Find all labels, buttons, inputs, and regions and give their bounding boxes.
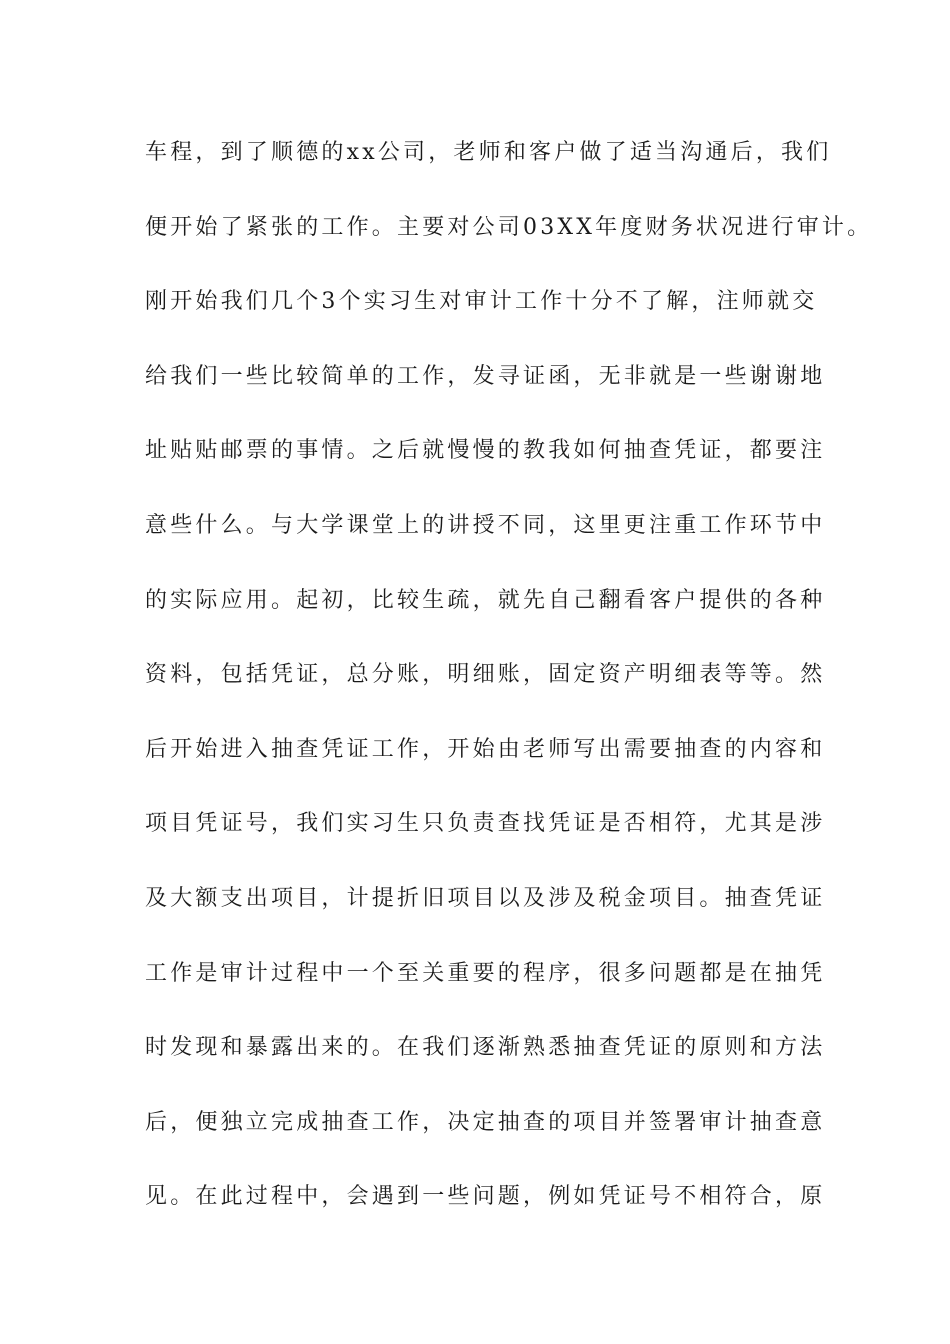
text-line-3: 刚开始我们几个3个实习生对审计工作十分不了解，注师就交 [145, 289, 818, 315]
text-line-6: 意些什么。与大学课堂上的讲授不同，这里更注重工作环节中 [145, 512, 826, 538]
text-line-12: 工作是审计过程中一个至关重要的程序，很多问题都是在抽凭 [145, 960, 826, 986]
text-line-13: 时发现和暴露出来的。在我们逐渐熟悉抽查凭证的原则和方法 [145, 1035, 826, 1061]
text-line-1: 车程，到了顺德的xx公司，老师和客户做了适当沟通后，我们 [145, 140, 832, 165]
text-line-7: 的实际应用。起初，比较生疏，就先自己翻看客户提供的各种 [145, 587, 826, 613]
text-line-4: 给我们一些比较简单的工作，发寻证函，无非就是一些谢谢地 [145, 363, 826, 389]
body-text [145, 130, 873, 1249]
text-line-5: 址贴贴邮票的事情。之后就慢慢的教我如何抽查凭证，都要注 [145, 438, 826, 464]
text-line-9: 后开始进入抽查凭证工作，开始由老师写出需要抽查的内容和 [145, 736, 826, 762]
text-line-11: 及大额支出项目，计提折旧项目以及涉及税金项目。抽查凭证 [145, 885, 826, 911]
text-line-15: 见。在此过程中，会遇到一些问题，例如凭证号不相符合，原 [145, 1184, 826, 1210]
text-line-10: 项目凭证号，我们实习生只负责查找凭证是否相符，尤其是涉 [145, 811, 826, 837]
text-line-14: 后，便独立完成抽查工作，决定抽查的项目并签署审计抽查意 [145, 1109, 826, 1135]
text-line-2: 便开始了紧张的工作。主要对公司03XX年度财务状况进行审计。 [145, 214, 873, 240]
text-line-8: 资料，包括凭证，总分账，明细账，固定资产明细表等等。然 [145, 662, 826, 688]
